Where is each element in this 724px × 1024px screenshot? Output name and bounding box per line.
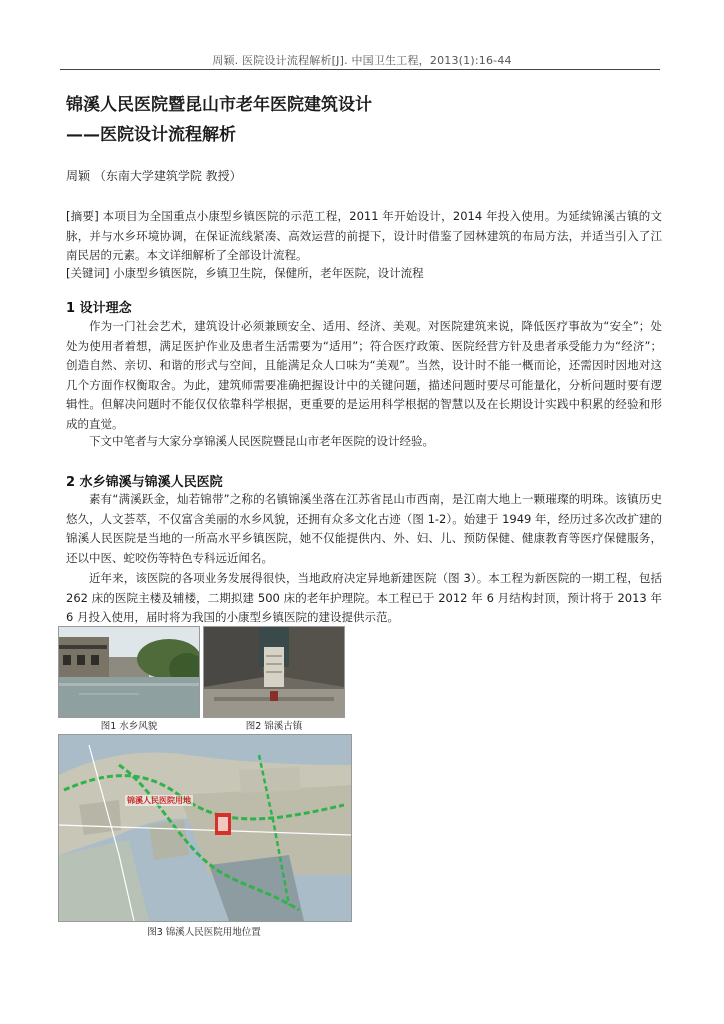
- figure-1-caption: 图1 水乡风貌: [100, 721, 158, 732]
- figure-3-caption: 图3 锦溪人民医院用地位置: [147, 927, 261, 938]
- section-2-paragraph-1: 素有“满溪跃金，灿若锦带”之称的名镇锦溪坐落在江苏省昆山市西南，是江南大地上一颗璀璨的明珠。该镇历史悠久，人文荟萃，不仅富含美丽的水乡风貌，还拥有众多文化古迹（图 1-2）。始建于 1949 年，经历过多次改扩建的锦溪人民医院是当地的一所高水平乡镇医院，她不仅能提供内、外、妇、儿、预防保健、健康教育等医疗保健服务，还以中医、蛇咬伤等特色专科远近闻名。: [66, 492, 662, 565]
- site-map-illustration: [59, 735, 351, 921]
- running-header: 周颖. 医院设计流程解析[J]. 中国卫生工程，2013(1):16-44: [212, 54, 512, 67]
- figure-3-site-map: [58, 734, 352, 922]
- section-2-paragraph-2: 近年来，该医院的各项业务发展得很快，当地政府决定异地新建医院（图 3）。本工程为新医院的一期工程，包括 262 床的医院主楼及辅楼，二期拟建 500 床的老年护理院。本工程已于 2012 年 6 月结构封顶，预计将于 2013 年 6 月投入使用，届时将为我国的小康型乡镇医院的建设提供示范。: [66, 571, 662, 625]
- figure-2-ancient-town-photo: [203, 626, 345, 718]
- header-rule: [60, 69, 660, 70]
- site-map-label: 锦溪人民医院用地: [127, 796, 191, 805]
- article-subtitle: ——医院设计流程解析: [66, 125, 236, 145]
- author-line: 周颖 （东南大学建筑学院 教授）: [66, 169, 242, 183]
- article-title: 锦溪人民医院暨昆山市老年医院建筑设计: [66, 95, 372, 115]
- section-1-heading: 1 设计理念: [66, 301, 132, 316]
- figure-2-caption: 图2 锦溪古镇: [245, 721, 303, 732]
- water-town-illustration: [59, 627, 199, 717]
- section-1-paragraph-1: 作为一门社会艺术，建筑设计必须兼顾安全、适用、经济、美观。对医院建筑来说，降低医疗事故为“安全”；处处为使用者着想，满足医护作业及患者生活需要为“适用”；符合医疗政策、医院经营方针及患者承受能力为“经济”；创造自然、亲切、和谐的形式与空间，且能满足众人口味为“美观”。当然，设计时不能一概而论，还需因时因地对这几个方面作权衡取舍。为此，建筑师需要准确把握设计中的关键问题，描述问题时要尽可能量化，分析问题时要有逻辑性。但解决问题时不能仅仅依靠科学根据，更重要的是运用科学根据的智慧以及在长期设计实践中积累的经验和形成的直觉。: [66, 319, 662, 431]
- keywords: [关键词] 小康型乡镇医院，乡镇卫生院，保健所，老年医院，设计流程: [66, 266, 424, 280]
- figure-1-water-town-photo: [58, 626, 200, 718]
- section-2-heading: 2 水乡锦溪与锦溪人民医院: [66, 475, 223, 490]
- ancient-town-illustration: [204, 627, 344, 717]
- section-1-paragraph-2: 下文中笔者与大家分享锦溪人民医院暨昆山市老年医院的设计经验。: [89, 434, 434, 448]
- abstract: [摘要] 本项目为全国重点小康型乡镇医院的示范工程，2011 年开始设计，2014 年投入使用。为延续锦溪古镇的文脉，并与水乡环境协调，在保证流线紧凑、高效运营的前提下，设计时借鉴了园林建筑的布局方法，并适当引入了江南民居的元素。本文详细解析了全部设计流程。: [66, 209, 662, 262]
